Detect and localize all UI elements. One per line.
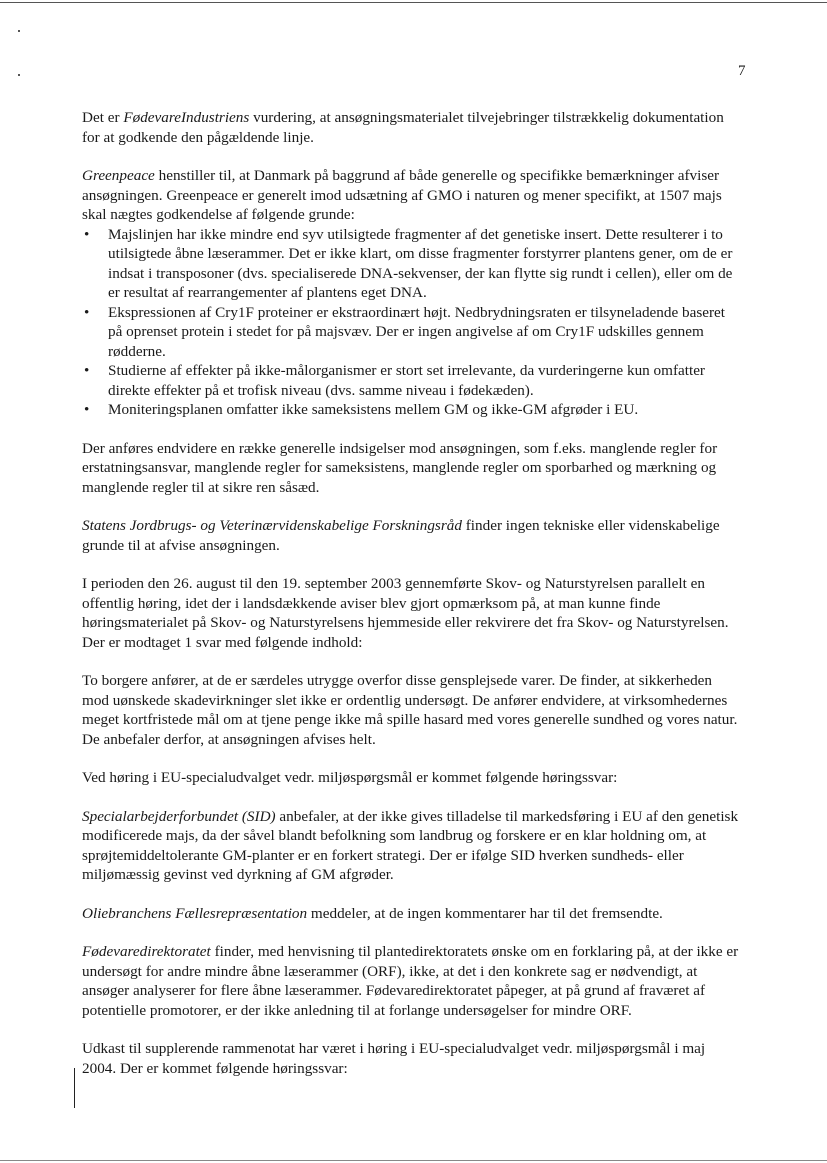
scan-top-edge (0, 2, 827, 3)
scan-bottom-edge (0, 1160, 827, 1161)
paragraph-text: Der anføres endvidere en række generelle indsigelser mod ansøgningen, som f.eks. manglende regler for erstatningsansvar, manglende regler for sameksistens, manglende regler om sporbarhed og mærkning og manglende regler til at sikre ren såsæd. (82, 439, 718, 496)
paragraph-text: henstiller til, at Danmark på baggrund af både generelle og specifikke bemærkninger afviser ansøgningen. Greenpeace er generelt imod udsætning af GMO i naturen og mener specifikt, at 1507 majs skal nægtes godkendelse af følgende grunde: (82, 167, 722, 223)
paragraph-eu-hearing (82, 768, 742, 788)
document-body (82, 108, 742, 1078)
paragraph-text: I perioden den 26. august til den 19. september 2003 gennemførte Skov- og Naturstyrelsen parallelt en offentlig høring, idet der i landsdækkende aviser blev gjort opmærksom på, at man kunne finde høringsmaterialet på Skov- og Naturstyrelsens hjemmeside eller rekvirere det fra Skov- og Naturstyrelsen. Der er modtaget 1 svar med følgende indhold: (82, 575, 729, 651)
paragraph-text: Ved høring i EU-specialudvalget vedr. miljøspørgsmål er kommet følgende høringssvar: (82, 769, 618, 786)
paragraph-text: vurdering, at ansøgningsmaterialet tilvejebringer tilstrækkelig dokumentation for at godkende den pågældende linje. (82, 109, 724, 146)
paragraph-foedevareindustrien (82, 108, 742, 147)
bullet-icon: • (84, 225, 90, 243)
paragraph-sid (82, 807, 742, 885)
paragraph-supplementary-note (82, 1039, 742, 1078)
page-number: 7 (738, 63, 746, 79)
paragraph-text: finder, med henvisning til plantedirektoratets ønske om en forklaring på, at der ikke er undersøgt for andre mindre åbne læserammer (ORF), ikke, at det i den konkrete sag er nødvendigt, at ansøger analyserer for flere åbne læserammer. Fødevaredirektoratet påpeger, at på grund af fraværet af potentielle promotorer, er der ikke anledning til at forlange undersøgelser for mindre ORF. (82, 943, 739, 1019)
list-item-text: Ekspressionen af Cry1F proteiner er ekstraordinært højt. Nedbrydningsraten er tilsyneladende baseret på oprenset protein i stedet for på majsvæv. Der er ingen angivelse af om Cry1F udskilles gennem rødderne. (108, 303, 726, 360)
paragraph-forskningsraad (82, 516, 742, 555)
list-item (82, 303, 742, 362)
organization-name: FødevareIndustriens (123, 109, 250, 126)
revision-change-bar (74, 1068, 75, 1108)
organization-name: Specialarbejderforbundet (SID) (82, 807, 276, 825)
paragraph-text: Udkast til supplerende rammenotat har været i høring i EU-specialudvalget vedr. miljøspørgsmål i maj 2004. Der er kommet følgende høringssvar: (82, 1040, 706, 1077)
bullet-icon: • (84, 362, 90, 379)
scan-speck (18, 74, 20, 76)
paragraph-foedevaredirektoratet (82, 942, 742, 1020)
list-item-text: Moniteringsplanen omfatter ikke sameksistens mellem GM og ikke-GM afgrøder i EU. (108, 401, 639, 418)
bullet-icon: • (84, 401, 90, 418)
paragraph-citizens (82, 671, 742, 749)
paragraph-text: To borgere anfører, at de er særdeles utrygge overfor disse gensplejsede varer. De finder, at sikkerheden mod uønskede skadevirkninger slet ikke er ordentlig undersøgt. De anfører endvidere, at virksomhedernes meget kortfristede mål om at tjene penge ikke må spille hasard med vores generelle sundhed og vores natur. De anbefaler derfor, at ansøgningen afvises helt. (82, 672, 738, 748)
organization-name: Statens Jordbrugs- og Veterinærvidenskabelige Forskningsråd (82, 517, 462, 534)
paragraph-oliebranchen (82, 904, 742, 924)
bullet-icon: • (84, 303, 90, 321)
organization-name: Greenpeace (82, 167, 155, 184)
list-item-text: Studierne af effekter på ikke-målorganismer er stort set irrelevante, da vurderingerne kun omfatter direkte effekter på et trofisk niveau (dvs. samme niveau i fødekæden). (108, 362, 705, 399)
organization-name: Oliebranchens Fællesrepræsentation (82, 904, 308, 922)
paragraph-public-hearing (82, 574, 742, 652)
organization-name: Fødevaredirektoratet (82, 943, 211, 960)
paragraph-text: Det er (82, 109, 124, 126)
scan-speck (18, 30, 20, 32)
paragraph-text: meddeler, at de ingen kommentarer har til det fremsendte. (307, 904, 663, 922)
paragraph-text: anbefaler, at der ikke gives tilladelse til markedsføring i EU af den genetisk modificerede majs, da der såvel blandt befolkning som landbrug og forskere er en klar holdning om, at sprøjtemiddeltolerante GM-planter er en forkert strategi. Der er ifølge SID hverken sundheds- eller miljømæssig gevinst ved dyrkning af GM afgrøder. (82, 807, 739, 883)
list-item (82, 225, 742, 303)
paragraph-greenpeace (82, 166, 742, 225)
list-item-text: Majslinjen har ikke mindre end syv utilsigtede fragmenter af det genetiske insert. Dette resulterer i to utilsigtede åbne læserammer. Det er ikke klart, om disse fragmenter forstyrrer plantens gener, om de er indsat i transposoner (dvs. specialiserede DNA-sekvenser, der kan flytte sig rundt i cellen), eller om de er resultat af rearrangementer af plantens eget DNA. (108, 225, 733, 301)
greenpeace-reasons-list (82, 225, 742, 420)
list-item (82, 361, 742, 400)
list-item (82, 400, 742, 420)
paragraph-general-objections (82, 439, 742, 498)
paragraph-text: finder ingen tekniske eller videnskabelige grunde til at afvise ansøgningen. (82, 517, 720, 554)
